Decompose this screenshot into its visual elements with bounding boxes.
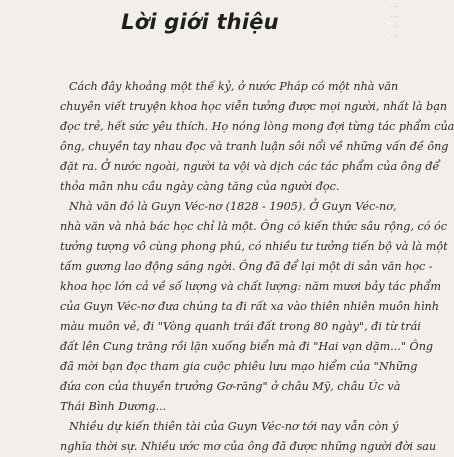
text-line: Nhiều dự kiến thiên tài của Guyn Véc-nơ tới nay vẫn còn ý [69,420,399,433]
text-line: nghĩa thời sự. Nhiều ước mơ của ông đã được những người đời sau [60,440,437,453]
text-line: ông, chuyền tay nhau đọc và tranh luận sôi nổi về những vấn đề ông [60,140,449,153]
bleed-line: … [390,10,398,19]
bleed-line: … [390,0,398,9]
text-line: Cách đây khoảng một thế kỷ, ở nước Pháp có một nhà văn [69,80,399,93]
text-line: Nhà văn đó là Guyn Véc-nơ (1828 - 1905). Ở Guyn Véc-nơ, [69,200,397,213]
text-line: màu muôn vẻ, đi "Vòng quanh trái đất trong 80 ngày", đi từ trái [60,320,421,333]
page-title: Lời giới thiệu [121,10,279,34]
text-line: nhà văn và nhà bác học chỉ là một. Ông có kiến thức sâu rộng, có óc [60,220,448,233]
text-line: của Guyn Véc-nơ đưa chúng ta đi rất xa vào thiên nhiên muôn hình [60,300,439,313]
text-line: chuyên viết truyện khoa học viễn tưởng được mọi người, nhất là bạn [60,100,448,113]
text-line: đọc trẻ, hết sức yêu thích. Họ nóng lòng mong đợi từng tác phẩm của [60,120,454,133]
bleed-line: … [390,30,398,39]
text-line: khoa học lớn cả về số lượng và chất lượng: năm mươi bảy tác phẩm [60,280,442,293]
text-line: thỏa mãn nhu cầu ngày càng tăng của người đọc. [60,180,340,193]
text-line: đất lên Cung trăng rồi lặn xuống biển mà đi "Hai vạn dặm..." Ông [60,340,434,353]
text-line: Thái Bình Dương... [60,400,167,413]
text-line: đã mời bạn đọc tham gia cuộc phiêu lưu mạo hiểm của "Những [60,360,418,373]
body-text [60,77,454,457]
text-line: đặt ra. Ở nước ngoài, người ta vội và dịch các tác phẩm của ông để [60,160,440,173]
text-line: đứa con của thuyền trưởng Gơ-răng" ở châu Mỹ, châu Úc và [60,380,401,393]
text-line: tưởng tượng vô cùng phong phú, có nhiều tư tưởng tiến bộ và là một [60,240,448,253]
bleed-line: … [390,20,398,29]
text-line: tấm gương lao động sáng ngời. Ông đã để lại một di sản văn học - [60,260,433,273]
